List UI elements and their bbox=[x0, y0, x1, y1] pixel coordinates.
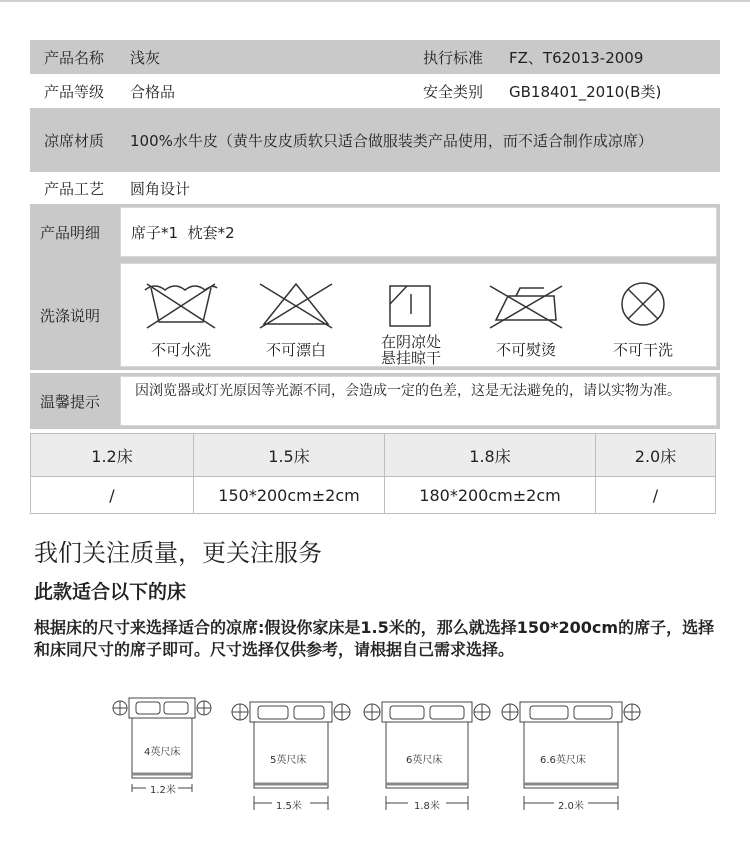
size-value: 180*200cm±2cm bbox=[385, 477, 596, 514]
care-text: 不可漂白 bbox=[265, 341, 326, 359]
name-value: 浅灰 bbox=[130, 48, 161, 67]
bed-diagram-2 bbox=[230, 690, 352, 814]
material-value: 100%水牛皮（黄牛皮皮质软只适合做服装类产品使用，而不适合制作成凉席） bbox=[130, 131, 653, 150]
info-row-grade bbox=[30, 74, 720, 108]
standard-value: FZ、T62013-2009 bbox=[509, 48, 644, 67]
size-header: 1.2床 bbox=[31, 434, 194, 477]
size-value: 150*200cm±2cm bbox=[194, 477, 385, 514]
guide-subtitle: 此款适合以下的床 bbox=[34, 581, 187, 603]
care-text: 不可水洗 bbox=[150, 341, 211, 359]
craft-value: 圆角设计 bbox=[130, 179, 191, 198]
shade-dry-icon bbox=[381, 278, 441, 330]
size-value-row bbox=[31, 477, 716, 514]
size-value: / bbox=[596, 477, 716, 514]
tip-text: 因浏览器或灯光原因等光源不同，会造成一定的色差，这是无法避免的，请以实物为准。 bbox=[135, 383, 681, 399]
name-label: 产品名称 bbox=[44, 48, 105, 67]
standard-label: 执行标准 bbox=[423, 48, 484, 67]
bed-dimension: 1.8米 bbox=[414, 801, 440, 812]
material-label: 凉席材质 bbox=[44, 131, 105, 150]
guide-text: 根据床的尺寸来选择适合的凉席:假设你家床是1.5米的，那么就选择150*200cm的席子，选择和床同尺寸的席子即可。尺寸选择仅供参考，请根据自己需求选择。 bbox=[34, 618, 715, 659]
tip-label: 温馨提示 bbox=[40, 392, 101, 411]
bed-diagram-3 bbox=[362, 690, 492, 814]
care-item-no-iron bbox=[466, 264, 586, 366]
info-row-craft bbox=[30, 172, 720, 204]
bed-diagram-4 bbox=[500, 690, 642, 814]
care-item-no-bleach bbox=[236, 264, 356, 366]
bed-diagram-1 bbox=[110, 690, 214, 802]
info-row-material bbox=[30, 108, 720, 172]
top-divider bbox=[0, 0, 750, 2]
care-text: 不可熨烫 bbox=[495, 341, 556, 359]
size-header: 1.8床 bbox=[385, 434, 596, 477]
detail-box bbox=[120, 207, 717, 257]
bed-dimension: 1.2米 bbox=[150, 785, 176, 796]
care-item-no-dry-clean bbox=[583, 264, 703, 366]
bed-label: 6英尺床 bbox=[406, 755, 443, 766]
tip-box bbox=[120, 376, 717, 426]
grade-value: 合格品 bbox=[130, 82, 176, 101]
bed-label: 4英尺床 bbox=[144, 747, 181, 758]
no-wash-icon bbox=[141, 278, 221, 330]
bed-dimension: 2.0米 bbox=[558, 801, 584, 812]
size-header: 1.5床 bbox=[194, 434, 385, 477]
tip-row bbox=[30, 373, 720, 429]
info-row-detail bbox=[30, 204, 720, 260]
bed-label: 5英尺床 bbox=[270, 755, 307, 766]
care-item-shade-dry bbox=[351, 264, 471, 366]
bed-label: 6.6英尺床 bbox=[540, 755, 586, 766]
size-header: 2.0床 bbox=[596, 434, 716, 477]
safety-value: GB18401_2010(B类) bbox=[509, 82, 662, 101]
size-header-row bbox=[31, 434, 716, 477]
care-row bbox=[30, 260, 720, 370]
grade-label: 产品等级 bbox=[44, 82, 105, 101]
care-item-no-wash bbox=[121, 264, 241, 366]
no-iron-icon bbox=[486, 278, 566, 330]
care-box bbox=[120, 263, 717, 367]
info-row-name bbox=[30, 40, 720, 74]
detail-label: 产品明细 bbox=[40, 223, 101, 242]
no-dry-clean-icon bbox=[613, 278, 673, 330]
no-bleach-icon bbox=[256, 278, 336, 330]
guide-title: 我们关注质量，更关注服务 bbox=[34, 539, 322, 567]
size-value: / bbox=[31, 477, 194, 514]
care-text: 不可干洗 bbox=[612, 341, 673, 359]
safety-label: 安全类别 bbox=[423, 82, 484, 101]
care-text: 在阴凉处 悬挂晾干 bbox=[380, 333, 441, 367]
detail-value: 席子*1 枕套*2 bbox=[131, 223, 235, 242]
care-label: 洗涤说明 bbox=[40, 306, 101, 325]
craft-label: 产品工艺 bbox=[44, 179, 105, 198]
bed-dimension: 1.5米 bbox=[276, 801, 302, 812]
size-table bbox=[30, 433, 716, 514]
